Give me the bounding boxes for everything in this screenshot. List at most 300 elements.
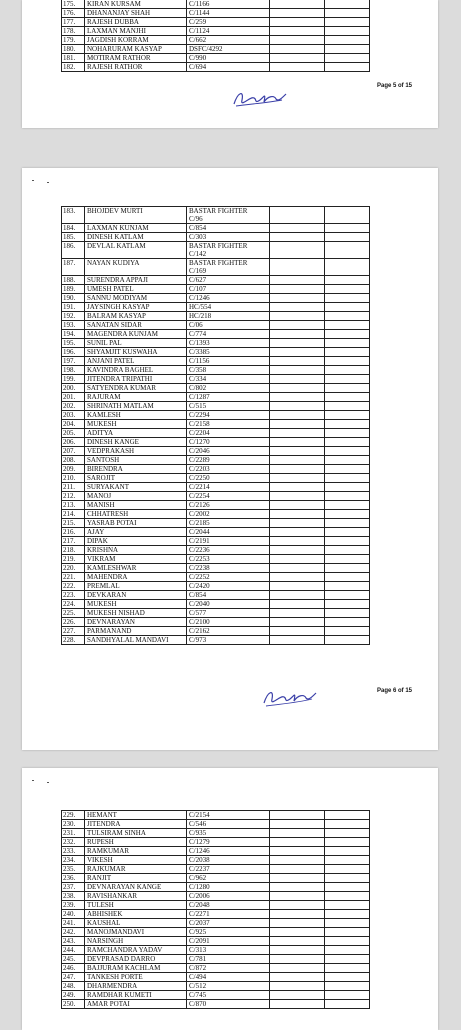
serial-number-cell [62,242,85,259]
id-cell-text: C/142 [189,250,207,258]
empty-cell [270,411,325,420]
empty-cell [325,233,370,242]
empty-cell [325,609,370,618]
serial-number-cell [62,627,85,636]
name-cell [85,528,187,537]
serial-number-cell-text: 218. [63,546,76,554]
name-cell-text: DHARMENDRA [87,982,138,990]
serial-number-cell-text: 189. [63,285,76,293]
serial-number-cell-text: 204. [63,420,76,428]
empty-cell [325,402,370,411]
serial-number-cell [62,54,85,63]
empty-cell [270,856,325,865]
name-cell [85,838,187,847]
serial-number-cell-text: 230. [63,820,76,828]
name-cell [85,564,187,573]
table-row [62,582,370,591]
id-cell [187,411,270,420]
name-cell-text: SURENDRA APPAJI [87,276,149,284]
id-cell [187,865,270,874]
id-cell [187,982,270,991]
table-row [62,811,370,820]
serial-number-cell [62,312,85,321]
empty-cell [325,627,370,636]
table-row [62,492,370,501]
table-row [62,928,370,937]
serial-number-cell [62,18,85,27]
id-cell-text: C/169 [189,267,207,275]
serial-number-cell [62,1000,85,1009]
serial-number-cell-text: 186. [63,242,76,250]
serial-number-cell-text: 248. [63,982,76,990]
id-cell [187,207,270,224]
empty-cell [325,591,370,600]
serial-number-cell [62,582,85,591]
empty-cell [270,973,325,982]
name-cell [85,874,187,883]
serial-number-cell [62,910,85,919]
name-cell [85,429,187,438]
serial-number-cell [62,937,85,946]
empty-cell [325,991,370,1000]
id-cell-text: C/1156 [189,357,210,365]
name-cell [85,321,187,330]
empty-cell [270,393,325,402]
id-cell [187,847,270,856]
name-cell-text: JITENDRA TRIPATHI [87,375,153,383]
name-cell [85,339,187,348]
empty-cell [325,224,370,233]
empty-cell [325,474,370,483]
table-row [62,627,370,636]
id-cell [187,224,270,233]
table-row [62,384,370,393]
name-cell-text: HEMANT [87,811,117,819]
name-cell-text: SANNU MODIYAM [87,294,148,302]
id-cell-text: C/1246 [189,847,210,855]
table-row [62,357,370,366]
serial-number-cell [62,285,85,294]
empty-cell [270,555,325,564]
name-cell [85,591,187,600]
name-cell [85,18,187,27]
serial-number-cell-text: 191. [63,303,76,311]
id-cell [187,312,270,321]
serial-number-cell [62,420,85,429]
serial-number-cell [62,402,85,411]
table-row [62,510,370,519]
serial-number-cell [62,330,85,339]
name-cell-text: RAVISHANKAR [87,892,138,900]
empty-cell [325,537,370,546]
serial-number-cell [62,492,85,501]
empty-cell [270,838,325,847]
name-cell-text: KRISHNA [87,546,119,554]
id-cell [187,919,270,928]
serial-number-cell [62,510,85,519]
serial-number-cell-text: 245. [63,955,76,963]
id-cell [187,636,270,645]
id-cell-text: C/2237 [189,865,210,873]
empty-cell [325,36,370,45]
serial-number-cell [62,501,85,510]
name-cell [85,865,187,874]
id-cell [187,492,270,501]
empty-cell [270,829,325,838]
serial-number-cell-text: 214. [63,510,76,518]
empty-cell [325,564,370,573]
serial-number-cell [62,393,85,402]
id-cell [187,609,270,618]
name-cell-text: RAMDHAR KUMETI [87,991,152,999]
serial-number-cell [62,919,85,928]
name-cell-text: JAGDISH KORRAM [87,36,149,44]
name-cell [85,964,187,973]
empty-cell [270,811,325,820]
id-cell-text: C/1246 [189,294,210,302]
id-cell [187,856,270,865]
name-cell-text: RAJKUMAR [87,865,126,873]
name-cell-text: DINESH KATLAM [87,233,144,241]
serial-number-cell [62,636,85,645]
table-row [62,294,370,303]
table-row [62,636,370,645]
id-cell [187,375,270,384]
name-cell-text: DHANANJAY SHAH [87,9,151,17]
serial-number-cell [62,609,85,618]
id-cell [187,937,270,946]
serial-number-cell-text: 239. [63,901,76,909]
empty-cell [325,375,370,384]
id-cell-text: C/925 [189,928,207,936]
empty-cell [325,865,370,874]
empty-cell [270,847,325,856]
id-cell [187,627,270,636]
empty-cell [325,892,370,901]
id-cell-text: C/935 [189,829,207,837]
name-cell [85,207,187,224]
empty-cell [325,0,370,9]
id-cell [187,820,270,829]
table-row [62,456,370,465]
serial-number-cell-text: 200. [63,384,76,392]
table-row [62,883,370,892]
id-cell-text: C/2254 [189,492,210,500]
id-cell [187,242,270,259]
empty-cell [270,348,325,357]
name-cell-text: TULESH [87,901,114,909]
id-cell-text: C/313 [189,946,207,954]
serial-number-cell-text: 193. [63,321,76,329]
name-cell-text: MANISH [87,501,115,509]
serial-number-cell-text: 178. [63,27,76,35]
empty-cell [325,946,370,955]
empty-cell [270,312,325,321]
id-cell [187,63,270,72]
table-row [62,519,370,528]
name-cell-text: MANOJ [87,492,112,500]
empty-cell [325,636,370,645]
id-cell-text: C/2126 [189,501,210,509]
name-cell-text: ANJANI PATEL [87,357,135,365]
name-cell-text: MUKESH [87,420,117,428]
serial-number-cell-text: 250. [63,1000,76,1008]
table-row [62,528,370,537]
id-cell [187,393,270,402]
id-cell [187,429,270,438]
name-cell-text: SANATAN SIDAR [87,321,142,329]
empty-cell [325,483,370,492]
id-cell [187,618,270,627]
empty-cell [270,276,325,285]
serial-number-cell-text: 226. [63,618,76,626]
name-cell [85,276,187,285]
name-cell-text: MUKESH NISHAD [87,609,145,617]
empty-cell [325,384,370,393]
empty-cell [325,411,370,420]
table-row [62,865,370,874]
empty-cell [325,964,370,973]
serial-number-cell-text: 208. [63,456,76,464]
id-cell [187,366,270,375]
empty-cell [325,519,370,528]
name-cell [85,438,187,447]
serial-number-cell-text: 205. [63,429,76,437]
id-cell-text: C/2100 [189,618,210,626]
serial-number-cell-text: 244. [63,946,76,954]
serial-number-cell [62,519,85,528]
name-cell [85,982,187,991]
table-row [62,964,370,973]
table-row [62,312,370,321]
serial-number-cell [62,600,85,609]
name-cell-text: LAXMAN KUNJAM [87,224,149,232]
table-row [62,847,370,856]
id-cell-text: C/2236 [189,546,210,554]
name-cell [85,820,187,829]
id-cell-text: DSFC/4292 [189,45,223,53]
id-cell-text: C/2252 [189,573,210,581]
serial-number-cell-text: 237. [63,883,76,891]
serial-number-cell [62,483,85,492]
serial-number-cell-text: 199. [63,375,76,383]
empty-cell [270,573,325,582]
serial-number-cell [62,546,85,555]
table-row [62,348,370,357]
empty-cell [325,820,370,829]
name-cell-text: SATYENDRA KUMAR [87,384,157,392]
id-cell-text: C/2040 [189,600,210,608]
name-cell-text: SANTOSH [87,456,120,464]
empty-cell [325,510,370,519]
empty-cell [270,27,325,36]
empty-cell [270,492,325,501]
name-cell-text: PARMANAND [87,627,132,635]
id-cell [187,483,270,492]
empty-cell [325,973,370,982]
id-cell-text: C/854 [189,224,207,232]
name-cell [85,233,187,242]
table-row [62,901,370,910]
id-cell-text: BASTAR FIGHTER [189,207,248,215]
empty-cell [270,600,325,609]
id-cell [187,54,270,63]
empty-cell [270,447,325,456]
empty-cell [270,465,325,474]
id-cell [187,294,270,303]
id-cell [187,892,270,901]
empty-cell [325,330,370,339]
empty-cell [270,233,325,242]
name-cell-text: RAMCHANDRA YADAV [87,946,163,954]
empty-cell [270,501,325,510]
serial-number-cell [62,465,85,474]
id-cell-text: C/962 [189,874,207,882]
empty-cell [270,429,325,438]
id-cell [187,384,270,393]
empty-cell [270,18,325,27]
empty-cell [270,259,325,276]
empty-cell [270,519,325,528]
id-cell-text: C/990 [189,54,207,62]
id-cell [187,276,270,285]
name-cell [85,357,187,366]
id-cell [187,348,270,357]
table-row [62,537,370,546]
name-cell [85,636,187,645]
id-cell-text: C/577 [189,609,207,617]
table-row [62,429,370,438]
empty-cell [270,242,325,259]
serial-number-cell-text: 242. [63,928,76,936]
name-cell [85,847,187,856]
empty-cell [325,276,370,285]
name-cell [85,384,187,393]
empty-cell [270,537,325,546]
id-cell-text: C/2185 [189,519,210,527]
id-cell [187,829,270,838]
empty-cell [270,303,325,312]
empty-cell [270,964,325,973]
id-cell [187,838,270,847]
id-cell-text: C/2289 [189,456,210,464]
table-row [62,276,370,285]
empty-cell [325,910,370,919]
id-cell-text: C/494 [189,973,207,981]
table-row [62,892,370,901]
id-cell [187,582,270,591]
empty-cell [270,9,325,18]
serial-number-cell-text: 176. [63,9,76,17]
name-cell-text: YASRAB POTAI [87,519,137,527]
scan-speck [32,180,34,181]
empty-cell [325,357,370,366]
id-cell-text: C/1124 [189,27,210,35]
serial-number-cell [62,45,85,54]
table-row [62,420,370,429]
document-page-5 [22,0,438,128]
name-cell-text: KAUSHAL [87,919,121,927]
name-cell-text: SHYAMJIT KUSWAHA [87,348,158,356]
table-row [62,45,370,54]
id-cell-text: C/870 [189,1000,207,1008]
empty-cell [325,393,370,402]
name-cell-text: AJAY [87,528,105,536]
id-cell-text: BASTAR FIGHTER [189,242,248,250]
serial-number-cell [62,555,85,564]
empty-cell [325,928,370,937]
empty-cell [325,285,370,294]
serial-number-cell-text: 181. [63,54,76,62]
id-cell-text: C/627 [189,276,207,284]
empty-cell [270,0,325,9]
name-cell [85,856,187,865]
serial-number-cell-text: 190. [63,294,76,302]
name-cell [85,420,187,429]
name-cell [85,546,187,555]
name-cell [85,955,187,964]
empty-cell [325,618,370,627]
serial-number-cell [62,874,85,883]
empty-cell [270,946,325,955]
name-cell [85,45,187,54]
serial-number-cell [62,591,85,600]
table-row [62,321,370,330]
empty-cell [325,321,370,330]
table-row [62,838,370,847]
table-row [62,874,370,883]
document-page-7 [22,768,438,1030]
empty-cell [325,259,370,276]
serial-number-cell [62,357,85,366]
table-row [62,910,370,919]
name-cell [85,946,187,955]
name-cell-text: RANJIT [87,874,112,882]
id-cell-text: C/2203 [189,465,210,473]
serial-number-cell-text: 233. [63,847,76,855]
serial-number-cell-text: 235. [63,865,76,873]
empty-cell [325,600,370,609]
serial-number-cell-text: 207. [63,447,76,455]
empty-cell [270,207,325,224]
table-row [62,919,370,928]
table-row [62,259,370,276]
empty-cell [270,36,325,45]
serial-number-cell [62,537,85,546]
id-cell [187,964,270,973]
serial-number-cell [62,36,85,45]
empty-cell [270,883,325,892]
serial-number-cell [62,0,85,9]
serial-number-cell [62,946,85,955]
table-row [62,564,370,573]
empty-cell [270,892,325,901]
name-cell-text: MAHENDRA [87,573,128,581]
serial-number-cell [62,411,85,420]
serial-number-cell-text: 202. [63,402,76,410]
serial-number-cell [62,321,85,330]
empty-cell [270,420,325,429]
serial-number-cell-text: 192. [63,312,76,320]
serial-number-cell [62,63,85,72]
name-cell-text: SANDHYALAL MANDAVI [87,636,169,644]
serial-number-cell-text: 211. [63,483,75,491]
name-cell-text: DEVNARAYAN [87,618,135,626]
table-row [62,63,370,72]
serial-number-cell [62,618,85,627]
id-cell [187,45,270,54]
serial-number-cell [62,883,85,892]
